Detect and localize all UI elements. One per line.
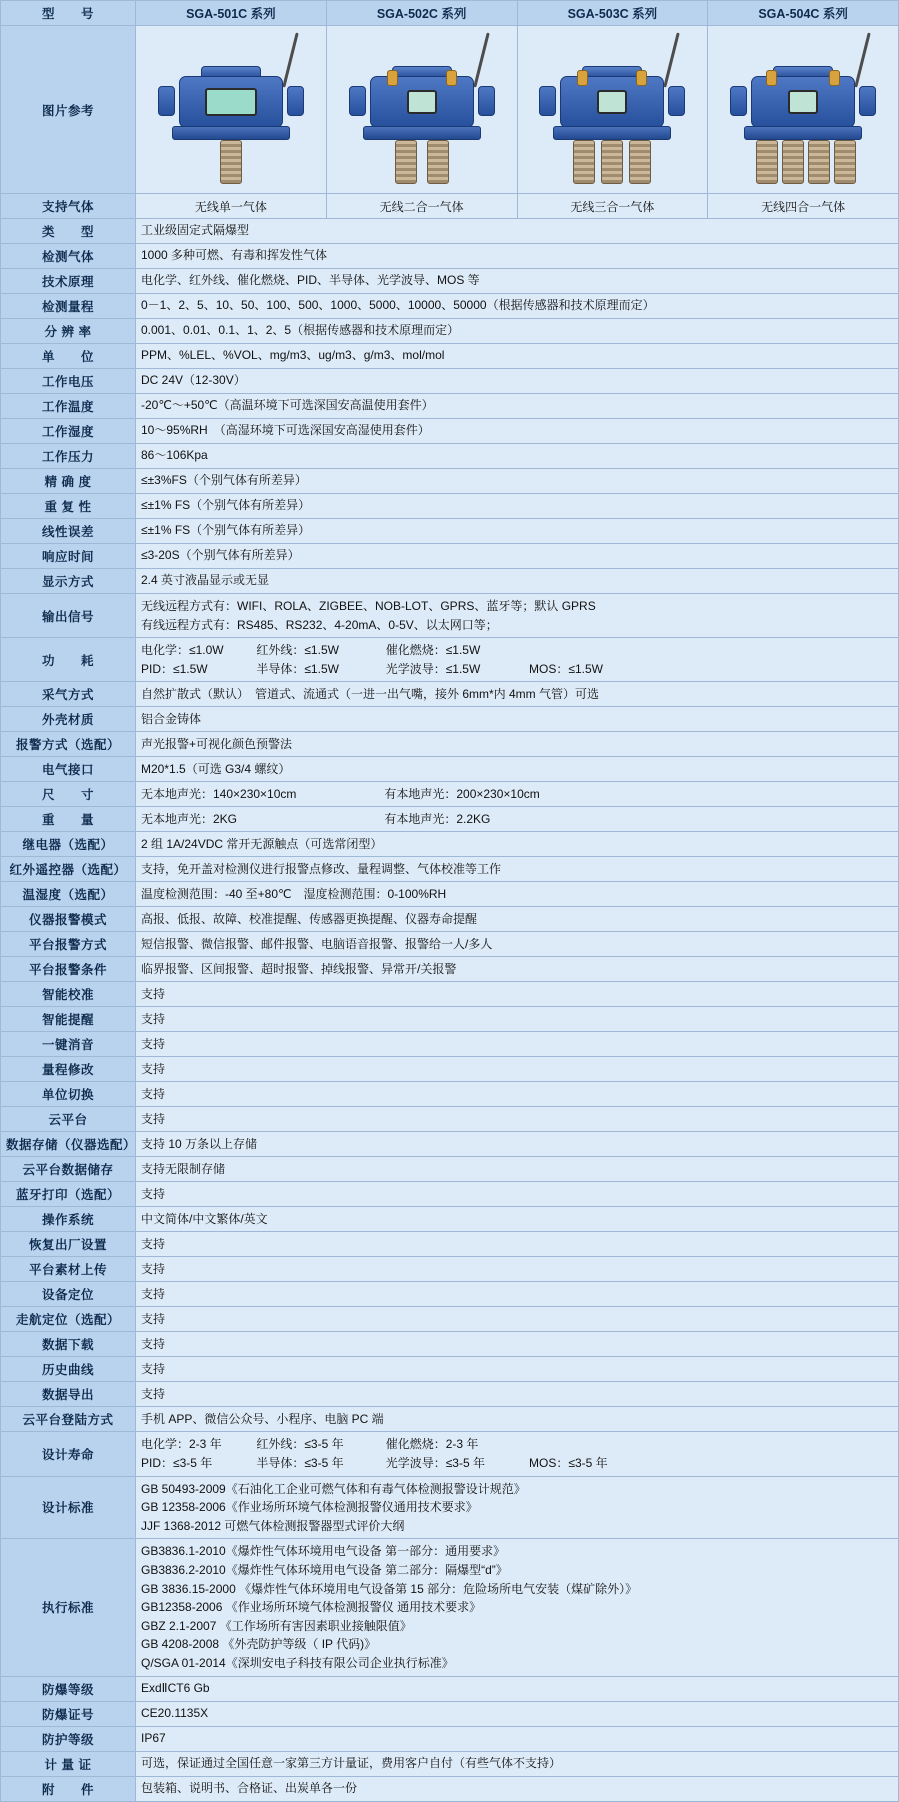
image-reference-row	[1, 26, 899, 194]
spec-row-execution-standard	[1, 1539, 899, 1676]
row-value: 0.001、0.01、0.1、1、2、5（根据传感器和技术原理而定）	[136, 319, 899, 344]
product-image-1	[136, 26, 327, 194]
row-value: 支持	[136, 1007, 899, 1032]
spec-row-cloud-login	[1, 1407, 899, 1432]
power-optical-waveguide: 光学波导：≤1.5W	[385, 661, 481, 676]
spec-row-smart-calibration	[1, 982, 899, 1007]
spec-row-device-location	[1, 1282, 899, 1307]
sensor-knob	[387, 70, 398, 86]
row-label: 类 型	[1, 219, 136, 244]
row-label: 显示方式	[1, 569, 136, 594]
spec-row-mobile-location	[1, 1307, 899, 1332]
sensor-probe	[427, 140, 449, 184]
design-standard-line: GB 50493-2009《石油化工企业可燃气体和有毒气体检测报警设计规范》	[141, 1481, 526, 1496]
spec-row-housing	[1, 707, 899, 732]
spec-row-cloud-storage	[1, 1157, 899, 1182]
row-label: 检测气体	[1, 244, 136, 269]
product-image-2	[326, 26, 517, 194]
row-value: 86～106Kpa	[136, 444, 899, 469]
spec-row-sampling	[1, 682, 899, 707]
size-value	[136, 782, 899, 807]
row-value: 2 组 1A/24VDC 常开无源触点（可选常闭型）	[136, 832, 899, 857]
row-label: 工作湿度	[1, 419, 136, 444]
spec-row-range-modify	[1, 1057, 899, 1082]
power-infrared: 红外线：≤1.5W	[256, 643, 339, 658]
spec-row-linearity	[1, 519, 899, 544]
row-value: 铝合金铸体	[136, 707, 899, 732]
spec-row-data-export	[1, 1382, 899, 1407]
row-value: 包装箱、说明书、合格证、出炭单各一份	[136, 1776, 899, 1801]
row-label: 平台素材上传	[1, 1257, 136, 1282]
row-label: 防爆等级	[1, 1676, 136, 1701]
spec-row-platform-alarm-mode	[1, 932, 899, 957]
row-value: 支持	[136, 1357, 899, 1382]
spec-row-range	[1, 294, 899, 319]
life-pid: PID：≤3-5 年	[141, 1455, 213, 1470]
row-value: ≤±1% FS（个别气体有所差异）	[136, 494, 899, 519]
header-model-1: SGA-501C 系列	[136, 1, 327, 26]
output-signal-line-2: 有线远程方式有：RS485、RS232、4-20mA、0-5V、以太网口等；	[141, 617, 498, 632]
image-reference-label: 图片参考	[1, 26, 136, 194]
sensor-probe	[220, 140, 242, 184]
sensor-probe	[395, 140, 417, 184]
row-label: 数据存储（仪器选配）	[1, 1132, 136, 1157]
row-value: 可选，保证通过全国任意一家第三方计量证，费用客户自付（有些气体不支持）	[136, 1751, 899, 1776]
row-label: 云平台	[1, 1107, 136, 1132]
spec-row-size	[1, 782, 899, 807]
execution-standard-line: GBZ 2.1-2007 《工作场所有害因素职业接触限值》	[141, 1618, 412, 1633]
row-label: 分 辨 率	[1, 319, 136, 344]
row-value: 支持	[136, 1032, 899, 1057]
design-standard-line: JJF 1368-2012 可燃气体检测报警器型式评价大纲	[141, 1518, 405, 1533]
power-pid: PID：≤1.5W	[141, 661, 208, 676]
row-label: 仪器报警模式	[1, 907, 136, 932]
power-catalytic: 催化燃烧：≤1.5W	[385, 643, 481, 658]
supported-gas-2: 无线二合一气体	[326, 194, 517, 219]
row-value: 支持 10 万条以上存储	[136, 1132, 899, 1157]
row-value: 工业级固定式隔爆型	[136, 219, 899, 244]
row-value: ≤3-20S（个别气体有所差异）	[136, 544, 899, 569]
row-value: M20*1.5（可选 G3/4 螺纹）	[136, 757, 899, 782]
weight-with-alarm: 有本地声光：2.2KG	[384, 811, 491, 826]
power-label: 功 耗	[1, 638, 136, 682]
device-mount-right	[668, 86, 685, 116]
row-value: 支持	[136, 1282, 899, 1307]
row-label: 走航定位（选配）	[1, 1307, 136, 1332]
sensor-probe	[601, 140, 623, 184]
spec-row-unit-switch	[1, 1082, 899, 1107]
power-electrochemical: 电化学：≤1.0W	[141, 643, 224, 658]
spec-row-response-time	[1, 544, 899, 569]
row-value: 温度检测范围：-40 至+80℃ 湿度检测范围：0-100%RH	[136, 882, 899, 907]
row-value: 支持	[136, 1307, 899, 1332]
row-value: 支持	[136, 1107, 899, 1132]
device-base-plate	[744, 126, 862, 140]
spec-row-relay	[1, 832, 899, 857]
row-value: 10～95%RH （高湿环境下可选深国安高湿使用套件）	[136, 419, 899, 444]
row-label: 智能校准	[1, 982, 136, 1007]
power-semiconductor: 半导体：≤1.5W	[256, 661, 339, 676]
row-value: 支持	[136, 1082, 899, 1107]
row-value: 支持无限制存储	[136, 1157, 899, 1182]
execution-standard-label: 执行标准	[1, 1539, 136, 1676]
row-label: 设备定位	[1, 1282, 136, 1307]
device-display-screen	[597, 90, 627, 114]
life-infrared: 红外线：≤3-5 年	[256, 1437, 344, 1452]
device-base-plate	[363, 126, 481, 140]
life-catalytic: 催化燃烧：2-3 年	[385, 1437, 479, 1452]
row-value: 中文简体/中文繁体/英文	[136, 1207, 899, 1232]
spec-row-alarm-mode	[1, 732, 899, 757]
spec-row-accessories	[1, 1776, 899, 1801]
spec-row-factory-reset	[1, 1232, 899, 1257]
row-value: 支持	[136, 982, 899, 1007]
spec-row-design-standard	[1, 1476, 899, 1539]
header-model-3: SGA-503C 系列	[517, 1, 708, 26]
life-semiconductor: 半导体：≤3-5 年	[256, 1455, 344, 1470]
sensor-knob	[446, 70, 457, 86]
row-label: 数据下载	[1, 1332, 136, 1357]
device-mount-left	[349, 86, 366, 116]
sensor-probe	[573, 140, 595, 184]
row-value: 电化学、红外线、催化燃烧、PID、半导体、光学波导、MOS 等	[136, 269, 899, 294]
row-value: 支持	[136, 1257, 899, 1282]
power-mos: MOS：≤1.5W	[529, 661, 603, 676]
output-signal-line-1: 无线远程方式有：WIFI、ROLA、ZIGBEE、NOB-LOT、GPRS、蓝牙等；默认 GPRS	[141, 599, 596, 613]
spec-row-operating-system	[1, 1207, 899, 1232]
spec-row-temperature	[1, 394, 899, 419]
spec-row-bluetooth-print	[1, 1182, 899, 1207]
sensor-probe	[756, 140, 778, 184]
design-standard-label: 设计标准	[1, 1476, 136, 1539]
device-base-plate	[553, 126, 671, 140]
design-standard-value	[136, 1476, 899, 1539]
sensor-knob	[766, 70, 777, 86]
gas-detector-illustration	[718, 30, 888, 190]
spec-row-platform-alarm-condition	[1, 957, 899, 982]
spec-row-cloud-platform	[1, 1107, 899, 1132]
row-label: 工作压力	[1, 444, 136, 469]
spec-row-electrical-interface	[1, 757, 899, 782]
spec-row-metrology-certificate	[1, 1751, 899, 1776]
row-label: 采气方式	[1, 682, 136, 707]
row-label: 附 件	[1, 1776, 136, 1801]
row-label: 工作电压	[1, 369, 136, 394]
row-value: 支持	[136, 1182, 899, 1207]
execution-standard-line: GB3836.1-2010《爆炸性气体环境用电气设备 第一部分：通用要求》	[141, 1544, 506, 1559]
row-label: 云平台登陆方式	[1, 1407, 136, 1432]
antenna-icon	[282, 32, 298, 87]
product-image-3	[517, 26, 708, 194]
row-value: 支持	[136, 1332, 899, 1357]
row-value: ≤±3%FS（个别气体有所差异）	[136, 469, 899, 494]
spec-row-one-key-mute	[1, 1032, 899, 1057]
spec-row-detect-gas	[1, 244, 899, 269]
life-optical-waveguide: 光学波导：≤3-5 年	[385, 1455, 485, 1470]
antenna-icon	[473, 32, 489, 87]
device-mount-right	[859, 86, 876, 116]
row-label: 重 复 性	[1, 494, 136, 519]
header-model-label: 型 号	[1, 1, 136, 26]
execution-standard-value	[136, 1539, 899, 1676]
power-line-1	[141, 641, 893, 660]
row-value: 支持	[136, 1382, 899, 1407]
supported-gas-4: 无线四合一气体	[708, 194, 899, 219]
row-label: 温湿度（选配）	[1, 882, 136, 907]
header-model-2: SGA-502C 系列	[326, 1, 517, 26]
spec-row-unit	[1, 344, 899, 369]
row-value: 手机 APP、微信公众号、小程序、电脑 PC 端	[136, 1407, 899, 1432]
row-label: 电气接口	[1, 757, 136, 782]
design-life-line-1	[141, 1435, 893, 1454]
row-label: 响应时间	[1, 544, 136, 569]
spec-row-device-alarm-mode	[1, 907, 899, 932]
antenna-icon	[664, 32, 680, 87]
gas-detector-illustration	[337, 30, 507, 190]
table-header-row	[1, 1, 899, 26]
row-label: 数据导出	[1, 1382, 136, 1407]
row-label: 防护等级	[1, 1726, 136, 1751]
life-mos: MOS：≤3-5 年	[529, 1455, 608, 1470]
spec-row-platform-upload	[1, 1257, 899, 1282]
execution-standard-line: GB3836.2-2010《爆炸性气体环境用电气设备 第二部分：隔爆型“d”》	[141, 1562, 508, 1577]
spec-row-temp-humidity-option	[1, 882, 899, 907]
row-value: -20℃～+50℃（高温环境下可选深国安高温使用套件）	[136, 394, 899, 419]
spec-row-type	[1, 219, 899, 244]
spec-row-voltage	[1, 369, 899, 394]
device-mount-left	[158, 86, 175, 116]
device-display-screen	[407, 90, 437, 114]
row-label: 外壳材质	[1, 707, 136, 732]
row-label: 技术原理	[1, 269, 136, 294]
row-value: 声光报警+可视化颜色预警法	[136, 732, 899, 757]
row-label: 计 量 证	[1, 1751, 136, 1776]
weight-without-alarm: 无本地声光：2KG	[141, 811, 238, 826]
design-life-label: 设计寿命	[1, 1432, 136, 1476]
row-label: 蓝牙打印（选配）	[1, 1182, 136, 1207]
spec-row-ip-rating	[1, 1726, 899, 1751]
sensor-probe	[782, 140, 804, 184]
sensor-probe	[808, 140, 830, 184]
row-value: DC 24V（12-30V）	[136, 369, 899, 394]
row-value: ExdⅡCT6 Gb	[136, 1676, 899, 1701]
row-value: IP67	[136, 1726, 899, 1751]
sensor-probe	[629, 140, 651, 184]
gas-detector-illustration	[146, 30, 316, 190]
device-mount-right	[478, 86, 495, 116]
spec-row-output-signal	[1, 594, 899, 638]
life-electrochemical: 电化学：2-3 年	[141, 1437, 222, 1452]
spec-row-history-curve	[1, 1357, 899, 1382]
spec-row-ir-remote	[1, 857, 899, 882]
supported-gas-label: 支持气体	[1, 194, 136, 219]
device-base-plate	[172, 126, 290, 140]
size-label: 尺 寸	[1, 782, 136, 807]
antenna-icon	[854, 32, 870, 87]
weight-value	[136, 807, 899, 832]
row-value: 支持	[136, 1057, 899, 1082]
row-value: ≤±1% FS（个别气体有所差异）	[136, 519, 899, 544]
row-value: 短信报警、微信报警、邮件报警、电脑语音报警、报警给一人/多人	[136, 932, 899, 957]
row-value: 支持	[136, 1232, 899, 1257]
size-without-alarm: 无本地声光：140×230×10cm	[141, 786, 297, 801]
sensor-knob	[636, 70, 647, 86]
row-value: 0－1、2、5、10、50、100、500、1000、5000、10000、50000（根据传感器和技术原理而定）	[136, 294, 899, 319]
product-image-4	[708, 26, 899, 194]
row-label: 工作温度	[1, 394, 136, 419]
row-label: 量程修改	[1, 1057, 136, 1082]
spec-row-humidity	[1, 419, 899, 444]
row-label: 一键消音	[1, 1032, 136, 1057]
execution-standard-line: GB 3836.15-2000 《爆炸性气体环境用电气设备第 15 部分：危险场所电气安装（煤矿除外）》	[141, 1581, 638, 1596]
output-signal-value	[136, 594, 899, 638]
spec-row-pressure	[1, 444, 899, 469]
row-label: 单位切换	[1, 1082, 136, 1107]
device-mount-left	[539, 86, 556, 116]
spec-row-power	[1, 638, 899, 682]
output-signal-label: 输出信号	[1, 594, 136, 638]
row-label: 平台报警方式	[1, 932, 136, 957]
spec-row-data-download	[1, 1332, 899, 1357]
spec-row-ex-certificate	[1, 1701, 899, 1726]
row-label: 继电器（选配）	[1, 832, 136, 857]
row-value: PPM、%LEL、%VOL、mg/m3、ug/m3、g/m3、mol/mol	[136, 344, 899, 369]
row-value: 1000 多种可燃、有毒和挥发性气体	[136, 244, 899, 269]
spec-row-ex-rating	[1, 1676, 899, 1701]
row-value: CE20.1135X	[136, 1701, 899, 1726]
row-label: 平台报警条件	[1, 957, 136, 982]
row-value: 支持，免开盖对检测仪进行报警点修改、量程调整、气体校准等工作	[136, 857, 899, 882]
spec-row-data-storage	[1, 1132, 899, 1157]
power-value	[136, 638, 899, 682]
device-mount-right	[287, 86, 304, 116]
row-label: 智能提醒	[1, 1007, 136, 1032]
execution-standard-line: Q/SGA 01-2014《深圳安电子科技有限公司企业执行标准》	[141, 1655, 454, 1670]
row-label: 历史曲线	[1, 1357, 136, 1382]
design-life-line-2	[141, 1454, 893, 1473]
device-mount-left	[730, 86, 747, 116]
row-label: 报警方式（选配）	[1, 732, 136, 757]
sensor-probe	[834, 140, 856, 184]
spec-row-weight	[1, 807, 899, 832]
design-standard-line: GB 12358-2006《作业场所环境气体检测报警仪通用技术要求》	[141, 1500, 478, 1515]
power-line-2	[141, 660, 893, 679]
row-value: 临界报警、区间报警、超时报警、掉线报警、异常开/关报警	[136, 957, 899, 982]
spec-row-display	[1, 569, 899, 594]
spec-row-principle	[1, 269, 899, 294]
row-label: 云平台数据储存	[1, 1157, 136, 1182]
supported-gas-1: 无线单一气体	[136, 194, 327, 219]
row-label: 操作系统	[1, 1207, 136, 1232]
row-label: 精 确 度	[1, 469, 136, 494]
weight-label: 重 量	[1, 807, 136, 832]
spec-row-resolution	[1, 319, 899, 344]
supported-gas-row	[1, 194, 899, 219]
spec-row-smart-reminder	[1, 1007, 899, 1032]
row-value: 2.4 英寸液晶显示或无显	[136, 569, 899, 594]
header-model-4: SGA-504C 系列	[708, 1, 899, 26]
spec-row-repeatability	[1, 494, 899, 519]
row-label: 恢复出厂设置	[1, 1232, 136, 1257]
row-label: 线性误差	[1, 519, 136, 544]
row-label: 红外遥控器（选配）	[1, 857, 136, 882]
sensor-knob	[829, 70, 840, 86]
row-value: 高报、低报、故障、校准提醒、传感器更换提醒、仪器寿命提醒	[136, 907, 899, 932]
size-with-alarm: 有本地声光：200×230×10cm	[384, 786, 540, 801]
execution-standard-line: GB 4208-2008 《外壳防护等级（ IP 代码)》	[141, 1637, 377, 1652]
gas-detector-illustration	[527, 30, 697, 190]
row-label: 防爆证号	[1, 1701, 136, 1726]
supported-gas-3: 无线三合一气体	[517, 194, 708, 219]
row-label: 单 位	[1, 344, 136, 369]
device-display-screen	[788, 90, 818, 114]
spec-row-accuracy	[1, 469, 899, 494]
device-display-screen	[205, 88, 257, 116]
row-value: 自然扩散式（默认） 管道式、流通式（一进一出气嘴，接外 6mm*内 4mm 气管）可选	[136, 682, 899, 707]
execution-standard-line: GB12358-2006 《作业场所环境气体检测报警仪 通用技术要求》	[141, 1600, 482, 1615]
row-label: 检测量程	[1, 294, 136, 319]
sensor-knob	[577, 70, 588, 86]
spec-row-design-life	[1, 1432, 899, 1476]
design-life-value	[136, 1432, 899, 1476]
